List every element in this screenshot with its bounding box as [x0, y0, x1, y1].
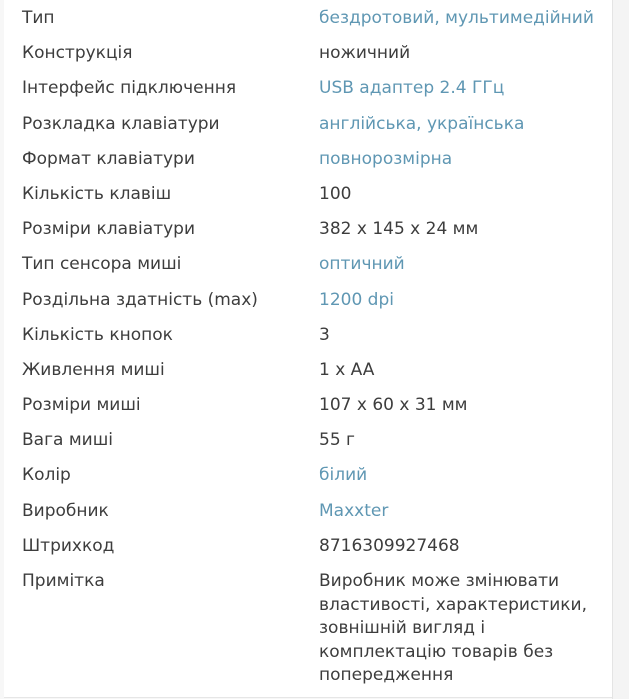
specifications-panel [4, 0, 613, 698]
spec-value: 8716309927468 [319, 535, 460, 556]
spec-value-link[interactable]: білий [319, 465, 368, 486]
spec-row-mouse-power [4, 359, 613, 394]
spec-value-note: Виробник може змінювати властивості, характеристики, зовнішній вигляд і комплектацію товарів без попередження [319, 571, 587, 685]
spec-label: Виробник [22, 500, 109, 521]
spec-value: 1 x AA [319, 359, 375, 380]
spec-row-mouse-sensor [4, 253, 613, 288]
spec-label: Розміри миші [22, 395, 141, 416]
spec-row-keyboard-format [4, 148, 613, 183]
spec-value: 55 г [319, 430, 355, 451]
page-edge [612, 0, 629, 699]
spec-label: Розкладка клавіатури [22, 113, 220, 134]
spec-row-barcode [4, 535, 613, 570]
spec-label: Кількість кнопок [22, 324, 173, 345]
spec-label: Примітка [22, 571, 105, 591]
spec-row-construction [4, 42, 613, 77]
spec-label: Колір [22, 465, 71, 486]
spec-row-mouse-weight [4, 429, 613, 464]
spec-row-interface [4, 77, 613, 112]
spec-label: Тип сенсора миші [22, 254, 182, 275]
spec-value: 382 x 145 x 24 мм [319, 219, 479, 240]
spec-label: Живлення миші [22, 359, 165, 380]
spec-row-resolution [4, 289, 613, 324]
spec-label: Інтерфейс підключення [22, 78, 237, 99]
spec-label: Штрихкод [22, 535, 115, 556]
spec-row-key-count [4, 183, 613, 218]
spec-value-link[interactable]: USB адаптер 2.4 ГГц [319, 78, 505, 99]
spec-value-link[interactable]: Maxxter [319, 500, 389, 521]
spec-value: ножичний [319, 43, 411, 64]
spec-label: Роздільна здатність (max) [22, 289, 258, 310]
spec-label: Кількість клавіш [22, 183, 172, 204]
specifications-list [4, 7, 613, 688]
spec-label: Розміри клавіатури [22, 219, 195, 240]
spec-value: 3 [319, 324, 330, 345]
spec-row-color [4, 464, 613, 499]
spec-value-link[interactable]: повнорозмірна [319, 148, 453, 169]
spec-value-link[interactable]: англійська, українська [319, 113, 525, 134]
spec-row-type [4, 7, 613, 42]
spec-value-link[interactable]: оптичний [319, 254, 405, 275]
spec-label: Вага миші [22, 430, 113, 451]
spec-value: 107 x 60 x 31 мм [319, 395, 468, 416]
spec-label: Формат клавіатури [22, 148, 195, 169]
spec-label: Конструкція [22, 43, 133, 64]
spec-row-note [4, 570, 613, 688]
spec-value-link[interactable]: 1200 dpi [319, 289, 394, 310]
spec-row-button-count [4, 324, 613, 359]
spec-row-mouse-dimensions [4, 394, 613, 429]
spec-row-keyboard-layout [4, 113, 613, 148]
spec-row-manufacturer [4, 500, 613, 535]
spec-label: Тип [22, 8, 55, 28]
spec-value-link[interactable]: бездротовий, мультимедійний [319, 8, 594, 28]
spec-row-keyboard-dimensions [4, 218, 613, 253]
spec-value: 100 [319, 183, 352, 204]
